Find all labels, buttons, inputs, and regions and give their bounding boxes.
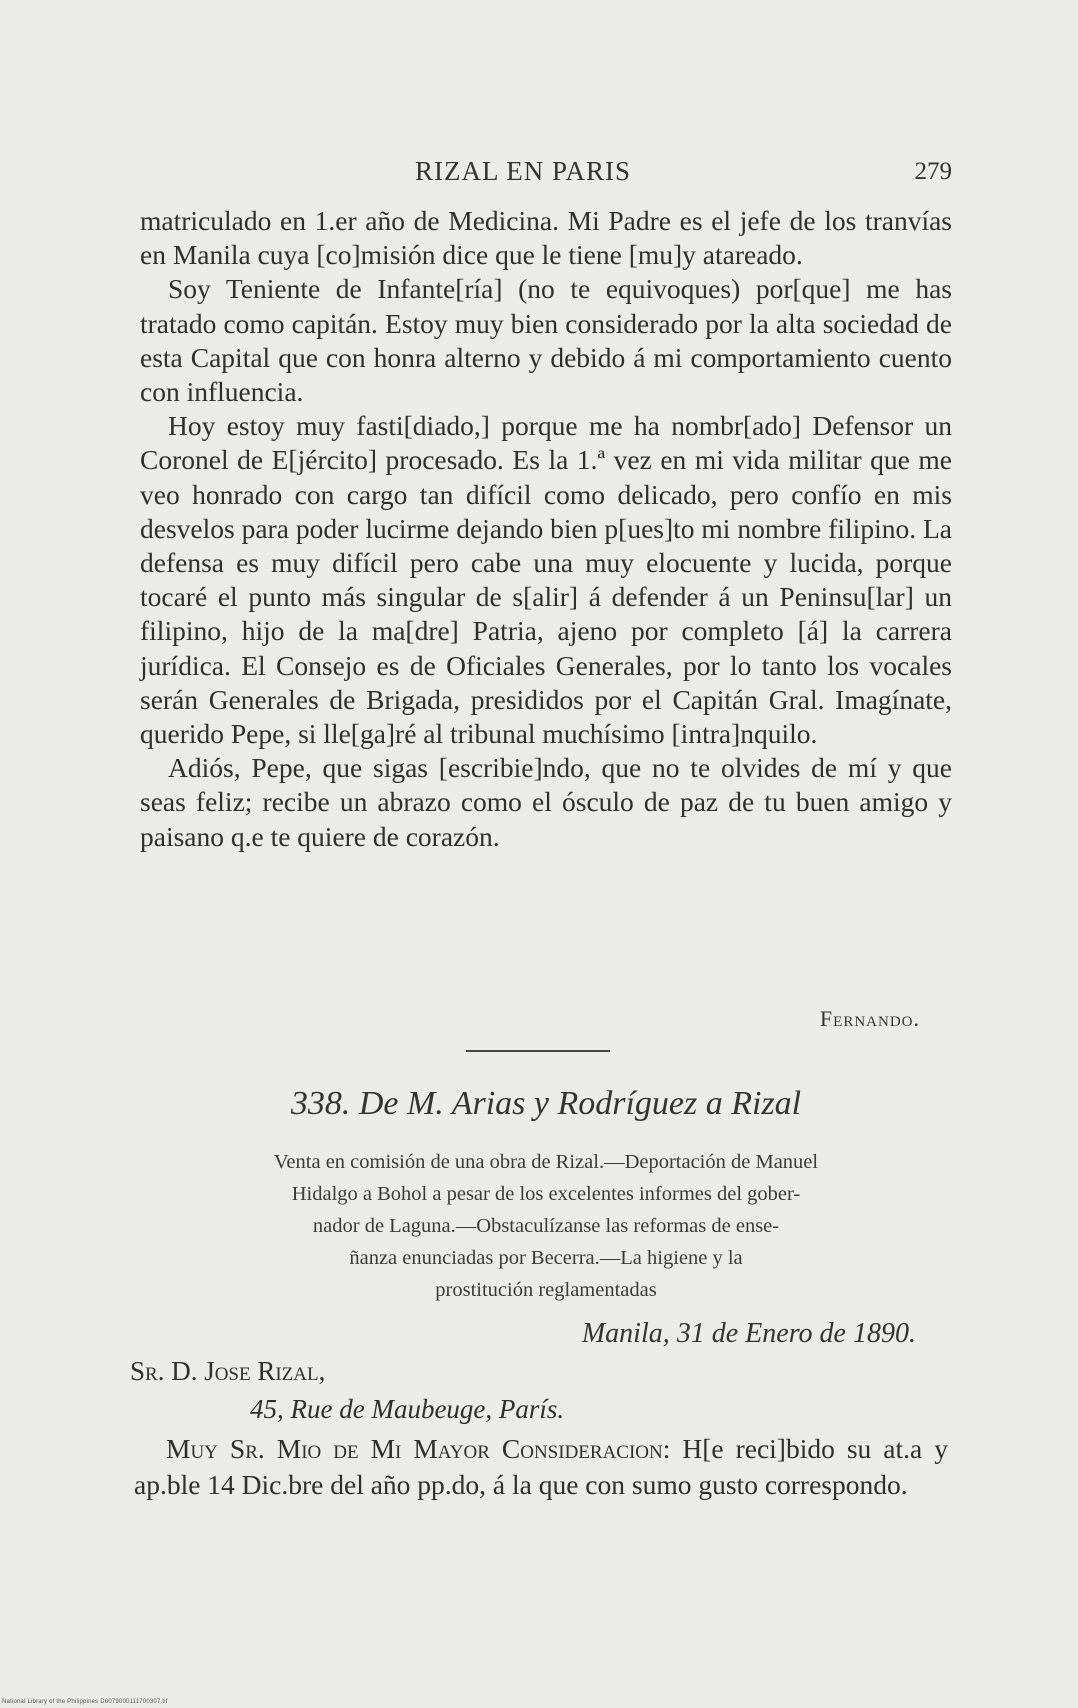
summary-line: ñanza enunciadas por Becerra.—La higiene y la (349, 1247, 743, 1269)
summary-line: Venta en comisión de una obra de Rizal.—Deportación de Manuel (273, 1151, 819, 1173)
letter-opening (134, 1431, 948, 1503)
summary-line: prostitución reglamentadas (435, 1279, 657, 1301)
running-head (140, 156, 952, 190)
section-divider (466, 1050, 610, 1052)
letter-heading: 338. De M. Arias y Rodríguez a Rizal (290, 1085, 802, 1122)
addressee-name: Sr. D. Jose Rizal, (130, 1356, 326, 1386)
paragraph-3: Hoy estoy muy fasti[diado,] porque me ha nombr[ado] Defensor un Coronel de E[jército] procesado. Es la 1.ª vez en mi vida militar que me veo honrado con cargo tan difícil como delicado, pero confío en mis desvelos para poder lucirme dejando bien p[ues]to mi nombre filipino. La defensa es muy difícil pero cabe una muy elocuente y lucida, porque tocaré el punto más singular de s[alir] á defender á un Peninsu[lar] un filipino, hijo de la ma[dre] Patria, ajeno por completo [á] la carrera jurídica. El Consejo es de Oficiales Generales, por lo tanto los vocales serán Generales de Brigada, presididos por el Capitán Gral. Imagínate, querido Pepe, si lle[ga]ré al tribunal muchísimo [intra]nquilo. (140, 410, 952, 750)
paragraph-2: Soy Teniente de Infante[ría] (no te equivoques) por[que] me has tratado como capitán. Estoy muy bien considerado por la alta sociedad de esta Capital que con honra alterno y debido á mi comportamiento cuento con influencia. (140, 273, 952, 408)
summary-line: Hidalgo a Bohol a pesar de los excelentes informes del gober- (291, 1183, 801, 1205)
letter-summary (140, 1146, 952, 1306)
paragraph-1: matriculado en 1.er año de Medicina. Mi Padre es el jefe de los tranvías en Manila cuya [co]misión dice que le tiene [mu]y atareado. (140, 205, 952, 271)
paragraph-4: Adiós, Pepe, que sigas [escribie]ndo, que no te olvides de mí y que seas feliz; recibe un abrazo como el ósculo de paz de tu buen amigo y paisano q.e te quiere de corazón. (140, 752, 952, 852)
page-number: 279 (914, 158, 952, 185)
dateline: Manila, 31 de Enero de 1890. (581, 1318, 916, 1349)
summary-line: nador de Laguna.—Obstaculízanse las reformas de ense- (312, 1215, 780, 1237)
running-title: RIZAL EN PARIS (415, 156, 632, 186)
opening-text: H[e reci]bido su at.a y ap.ble 14 Dic.bre del año pp.do, á la que con sumo gusto correspondo. (134, 1433, 948, 1500)
addressee-address: 45, Rue de Maubeuge, París. (250, 1394, 565, 1424)
salutation: Muy Sr. Mio de Mi Mayor Consideracion: (166, 1433, 671, 1464)
letter-body (140, 204, 952, 854)
scan-credit: National Library of the Philippines D0079000111700307.tif (2, 1699, 168, 1705)
addressee (130, 1352, 564, 1428)
signature: Fernando. (819, 1006, 920, 1031)
